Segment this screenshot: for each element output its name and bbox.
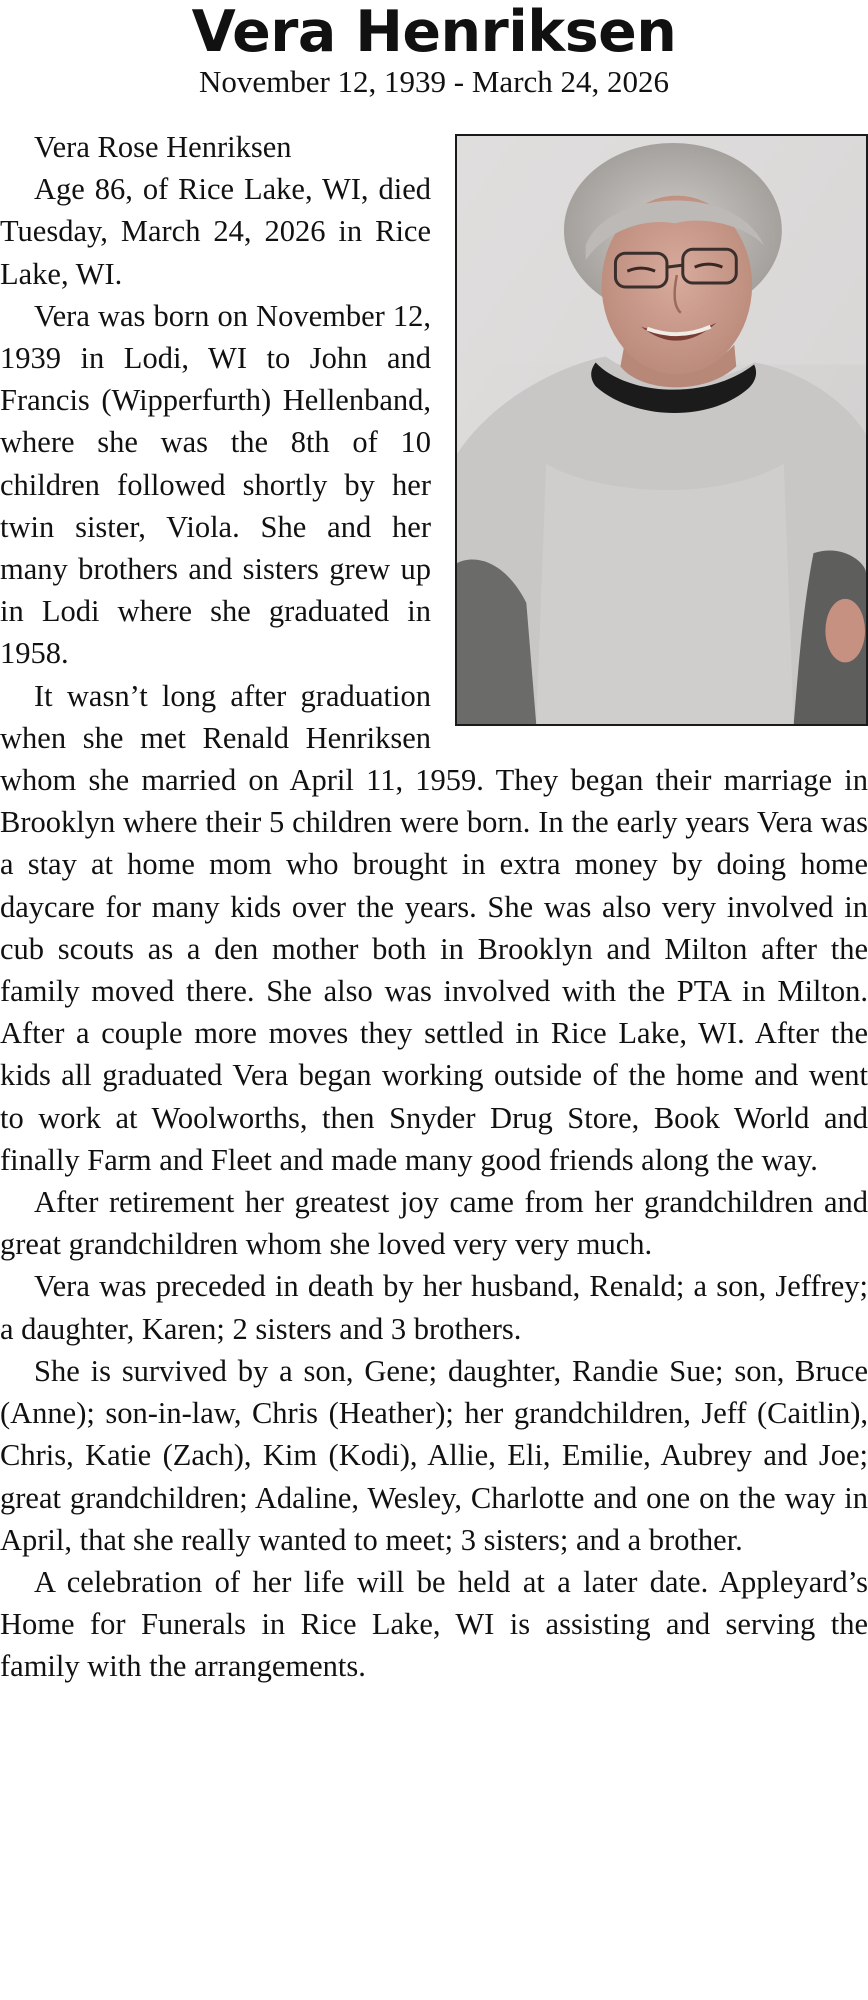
paragraph-survivors: She is survived by a son, Gene; daughter, Randie Sue; son, Bruce (Anne); son-in-law, Chris (Heather); her grandchildren, Jeff (Caitlin), Chris, Katie (Zach), Kim (Kodi), Allie, Eli, Emilie, Aubrey and Joe; great grandchildren; Adaline, Wesley, Charlotte and one on the way in April, that she really wanted to meet; 3 sisters; and a brother. bbox=[0, 1353, 868, 1557]
life-dates: November 12, 1939 - March 24, 2026 bbox=[198, 64, 670, 99]
paragraph-full-name: Vera Rose Henriksen bbox=[34, 130, 292, 164]
paragraph-preceded-in-death: Vera was preceded in death by her husband, Renald; a son, Jeffrey; a daughter, Karen; 2 sisters and 3 brothers. bbox=[0, 1269, 868, 1346]
deceased-name: Vera Henriksen bbox=[191, 0, 677, 65]
paragraph-marriage-career: It wasn’t long after graduation when she met Renald Henriksen whom she married on April 11, 1959. They began their marriage in Brooklyn where their 5 children were born. In the early years Vera was a stay at home mom who brought in extra money by doing home daycare for many kids over the years. She was also very involved in cub scouts as a den mother both in Brooklyn and Milton after the family moved there. She also was involved with the PTA in Milton. After a couple more moves they settled in Rice Lake, WI. After the kids all graduated Vera began working outside of the home and went to work at Woolworths, then Snyder Drug Store, Book World and finally Farm and Fleet and made many good friends along the way. bbox=[0, 678, 868, 1177]
paragraph-death-notice: Age 86, of Rice Lake, WI, died Tuesday, March 24, 2026 in Rice Lake, WI. bbox=[0, 172, 431, 291]
portrait-photo bbox=[455, 134, 868, 726]
portrait-illustration bbox=[457, 136, 866, 724]
paragraph-services: A celebration of her life will be held at a later date. Appleyard’s Home for Funerals in Rice Lake, WI is assisting and serving the family with the arrangements. bbox=[0, 1564, 868, 1684]
obituary-body bbox=[0, 126, 868, 1688]
paragraph-early-life: Vera was born on November 12, 1939 in Lodi, WI to John and Francis (Wipperfurth) Hellenband, where she was the 8th of 10 children followed shortly by her twin sister, Viola. She and her many brothers and sisters grew up in Lodi where she graduated in 1958. bbox=[0, 298, 431, 671]
paragraph-retirement: After retirement her greatest joy came from her grandchildren and great grandchildren whom she loved very very much. bbox=[0, 1185, 868, 1262]
